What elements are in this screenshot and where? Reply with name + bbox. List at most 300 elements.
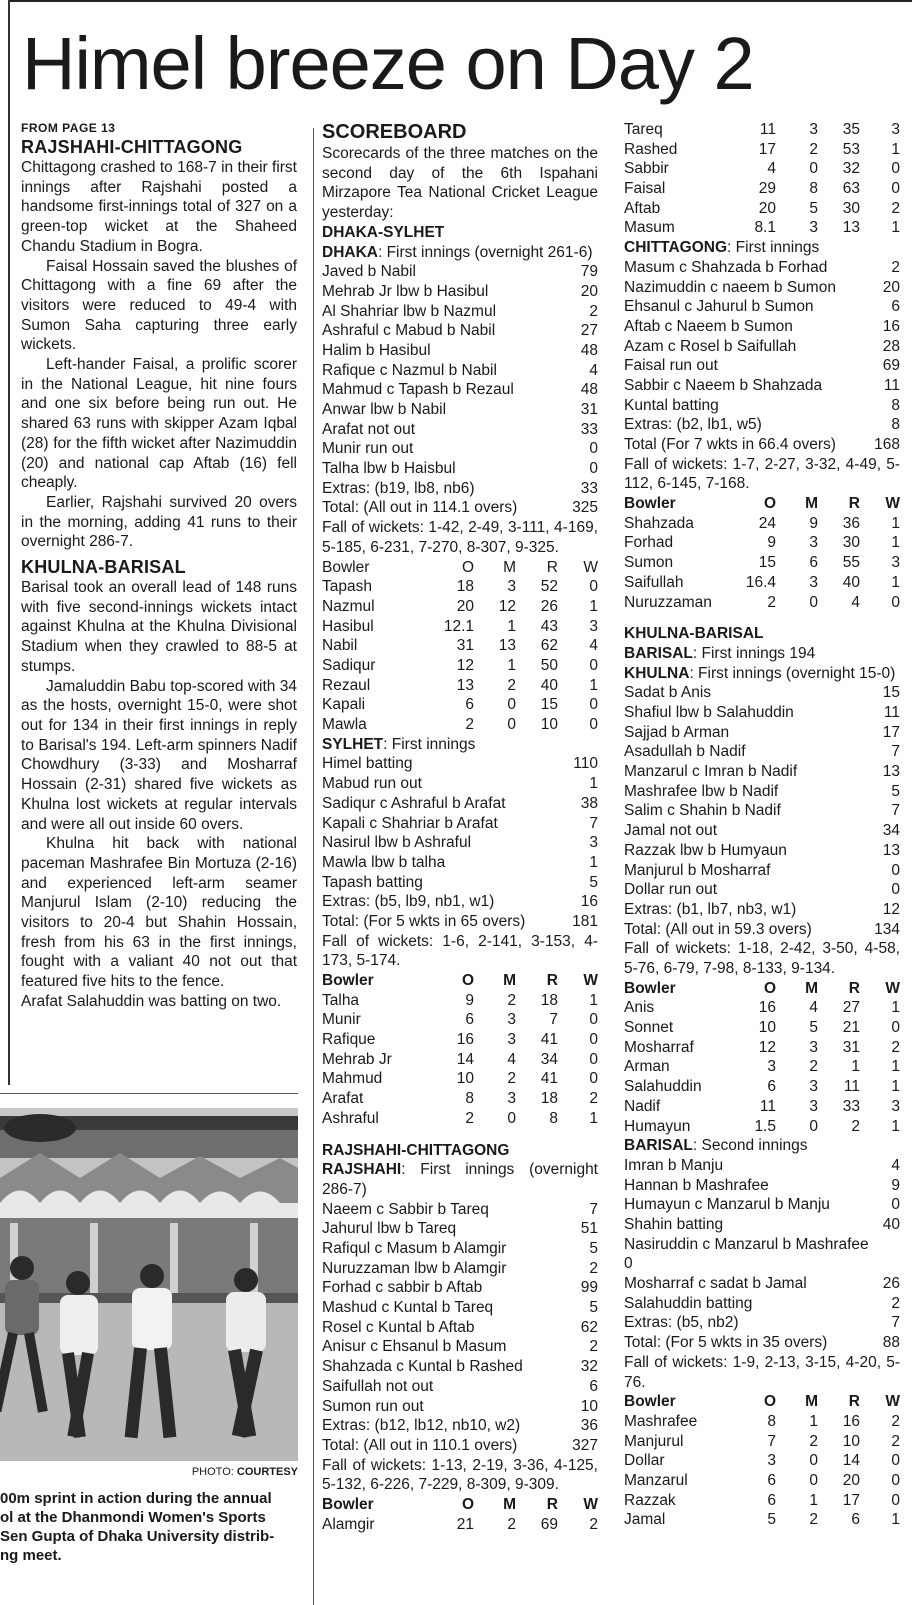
batter-name: Asadullah b Nadif (624, 743, 746, 761)
batting-row (322, 754, 598, 774)
batter-name: Tapash batting (322, 873, 423, 891)
bowling-header-row (322, 1495, 598, 1515)
bowling-row (624, 514, 900, 534)
batting-row (322, 439, 598, 459)
batter-name: Kuntal batting (624, 396, 719, 414)
batting-row (322, 1397, 598, 1417)
headline: Himel breeze on Day 2 (22, 22, 754, 105)
overs: 20 (456, 597, 474, 615)
wickets: 1 (891, 534, 900, 552)
bowler-name: Humayun (624, 1117, 691, 1135)
batting-row (322, 873, 598, 893)
fall-of-wickets: Fall of wickets: 1-7, 2-27, 3-32, 4-49, 5-112, 6-145, 7-168. (624, 455, 900, 493)
batter-runs: 69 (882, 357, 900, 375)
batter-runs: 48 (580, 341, 598, 359)
bowling-row (322, 695, 598, 715)
photo-credit-name: COURTESY (236, 1466, 298, 1478)
runs-conceded: 55 (842, 554, 860, 572)
wickets: 0 (891, 160, 900, 178)
batting-card (624, 1156, 900, 1235)
bowling-row (624, 1412, 900, 1432)
batting-row (624, 1215, 900, 1235)
bowling-row (322, 1010, 598, 1030)
batting-row (322, 1357, 598, 1377)
overs: 16.4 (745, 573, 776, 591)
maidens: 2 (809, 1058, 818, 1076)
batting-row (322, 420, 598, 440)
runs-conceded: 4 (851, 593, 860, 611)
overs: 11 (759, 121, 776, 138)
batter-name: Extras: (b19, lb8, nb6) (322, 479, 475, 497)
maidens: 6 (809, 554, 818, 572)
scoreboard-intro: Scorecards of the three matches on the second day of the 6th Ispahani Mirzapore Tea National Cricket League yesterday: (322, 145, 598, 222)
batter-runs: 34 (882, 822, 900, 840)
batter-runs: 7 (891, 743, 900, 761)
batter-runs: 51 (580, 1220, 598, 1238)
wickets: 3 (589, 617, 598, 635)
batter-name: Kapali c Shahriar b Arafat (322, 814, 498, 832)
bowler-name: Rezaul (322, 676, 371, 694)
runs-conceded: 27 (842, 999, 860, 1017)
batter-name: Masum c Shahzada b Forhad (624, 258, 828, 276)
batter-name: Humayun c Manzarul b Manju (624, 1196, 830, 1214)
batting-row (624, 742, 900, 762)
batter-name: Nasiruddin c Manzarul b Mashrafee (624, 1235, 869, 1253)
fall-of-wickets: Fall of wickets: 1-6, 2-141, 3-153, 4-173, 5-174. (322, 932, 598, 970)
overs: 5 (767, 1511, 776, 1529)
batter-name: Forhad c sabbir b Aftab (322, 1279, 483, 1297)
wickets: 2 (589, 1515, 598, 1533)
wickets: W (885, 495, 900, 513)
batter-name: Jahurul lbw b Tareq (322, 1220, 457, 1238)
runs-conceded: R (546, 558, 558, 576)
wickets: 2 (891, 1432, 900, 1450)
paragraph: Jamaluddin Babu top-scored with 34 as the hosts, overnight 15-0, were shot out for 134 in their first innings in reply to Barisal's 194. Left-arm spinners Nadif Chowdhury (3-33) and Mosharraf Hossain (2-31) shared five wickets as Khulna lost wickets at regular intervals and were all out inside 60 overs. (21, 677, 297, 833)
spacer (322, 1129, 598, 1141)
batter-name: Arafat not out (322, 420, 416, 438)
bowling-row (624, 1097, 900, 1117)
runs-conceded: 33 (842, 1097, 860, 1115)
batting-row (322, 262, 598, 282)
batting-row (322, 479, 598, 499)
batter-runs: 3 (589, 834, 598, 852)
wickets: 3 (891, 1097, 900, 1115)
batting-row (624, 900, 900, 920)
bowling-row (322, 577, 598, 597)
batting-row (624, 703, 900, 723)
bowling-row (624, 1018, 900, 1038)
batter-name: Rosel c Kuntal b Aftab (322, 1318, 475, 1336)
batter-name: Imran b Manju (624, 1156, 724, 1174)
bowler-name: Salahuddin (624, 1078, 702, 1096)
batting-row (624, 821, 900, 841)
batting-row (322, 833, 598, 853)
wickets: W (583, 972, 598, 990)
maidens: 1 (809, 1412, 818, 1430)
overs: 17 (758, 140, 776, 158)
maidens: 12 (498, 597, 516, 615)
overs: 14 (456, 1050, 474, 1068)
maidens: 3 (809, 219, 818, 237)
batter-runs: 0 (624, 1255, 633, 1273)
overs: 2 (767, 593, 776, 611)
kicker: FROM PAGE 13 (21, 121, 116, 135)
bowler-name: Nadif (624, 1097, 661, 1115)
bowler-name: Sabbir (624, 160, 669, 178)
wickets: 0 (891, 1019, 900, 1037)
team-name: KHULNA (624, 664, 690, 682)
batter-name: Shafiul lbw b Salahuddin (624, 704, 794, 722)
maidens: 1 (507, 657, 516, 674)
batter-name: Extras: (b5, nb2) (624, 1314, 739, 1332)
batter-name: Sumon run out (322, 1397, 424, 1415)
batting-row (322, 1318, 598, 1338)
batter-runs: 7 (589, 814, 598, 832)
bowler-name: Bowler (322, 558, 370, 576)
runs-conceded: 6 (851, 1511, 860, 1529)
batter-name: Azam c Rosel b Saifullah (624, 337, 797, 355)
innings-label: : First innings 194 (692, 644, 816, 662)
batting-row (322, 400, 598, 420)
maidens: 2 (809, 1511, 818, 1529)
batter-runs: 1 (589, 853, 598, 871)
batter-runs: 32 (580, 1358, 598, 1376)
bowling-row (624, 533, 900, 553)
wickets: 1 (891, 1058, 900, 1076)
bowling-row (322, 1030, 598, 1050)
innings-heading (624, 644, 900, 664)
wickets: 1 (589, 991, 598, 1009)
overs: 10 (456, 1070, 474, 1088)
batter-name: Mahmud c Tapash b Rezaul (322, 381, 514, 399)
sprint-photo (0, 1108, 298, 1461)
batter-runs: 2 (891, 1294, 900, 1312)
batter-runs: 16 (882, 317, 900, 335)
bowler-name: Bowler (624, 1393, 676, 1411)
maidens: 2 (809, 140, 818, 158)
batter-name: Total: (All out in 114.1 overs) (322, 499, 518, 517)
batter-runs: 28 (882, 337, 900, 355)
wickets: W (583, 558, 598, 576)
overs: 6 (767, 1471, 776, 1489)
bowler-name: Rashed (624, 140, 678, 158)
top-rule (8, 0, 912, 2)
maidens: 5 (809, 1019, 818, 1037)
batting-row (322, 321, 598, 341)
maidens: 3 (507, 1011, 516, 1029)
overs: 15 (758, 554, 776, 572)
bowler-name: Anis (624, 999, 655, 1017)
bowler-name: Sonnet (624, 1019, 674, 1037)
batter-name: Extras: (b2, lb1, w5) (624, 416, 762, 434)
bowling-row (624, 199, 900, 219)
wickets: 1 (589, 1109, 598, 1127)
wickets: 1 (589, 676, 598, 694)
overs: 16 (758, 999, 776, 1017)
paragraph: Faisal Hossain saved the blushes of Chittagong with a fine 69 after the visitors were reduced to 49-4 with Sumon Saha capturing three early wickets. (21, 257, 297, 354)
bowler-name: Mosharraf (624, 1038, 694, 1056)
overs: 12.1 (443, 617, 474, 635)
bowling-card (624, 120, 900, 238)
batting-row (322, 1200, 598, 1220)
batting-row (624, 337, 900, 357)
batter-runs: 31 (580, 401, 598, 419)
maidens: 1 (809, 1491, 818, 1509)
batting-row (322, 498, 598, 518)
wickets: 1 (589, 597, 598, 615)
batting-row (322, 380, 598, 400)
bowler-name: Nuruzzaman (624, 593, 712, 611)
batter-name: Total (For 7 wkts in 66.4 overs) (624, 436, 836, 454)
wickets: 0 (891, 1491, 900, 1509)
batter-runs: 10 (580, 1397, 598, 1415)
maidens: M (805, 979, 818, 997)
batting-card (624, 683, 900, 939)
bowling-row (624, 1117, 900, 1137)
batter-runs: 325 (572, 499, 598, 517)
batter-runs: 2 (589, 1338, 598, 1356)
fall-of-wickets: Fall of wickets: 1-18, 2-42, 3-50, 4-58, 5-76, 6-79, 7-98, 8-133, 9-134. (624, 940, 900, 977)
batter-runs: 5 (589, 873, 598, 891)
runs-conceded: 8 (549, 1109, 558, 1127)
bowling-header-row (624, 494, 900, 514)
maidens: 1 (507, 617, 516, 635)
batting-row (624, 258, 900, 278)
left-column-rule (8, 0, 10, 1085)
runs-conceded: R (848, 495, 860, 513)
batting-row (322, 459, 598, 479)
innings-heading (624, 238, 900, 258)
batter-name: Halim b Hasibul (322, 341, 431, 359)
caption-line: ng meet. (0, 1547, 62, 1564)
batting-row (322, 1219, 598, 1239)
overs: 9 (767, 534, 776, 552)
maidens: 8 (809, 180, 818, 198)
overs: 10 (758, 1019, 776, 1037)
team-name: SYLHET (322, 735, 384, 753)
overs: 2 (465, 1109, 474, 1127)
overs: O (763, 495, 776, 513)
batting-row (624, 1156, 900, 1176)
bowling-row (624, 573, 900, 593)
runs-conceded: R (546, 1496, 558, 1513)
batter-name: Sabbir c Naeem b Shahzada (624, 376, 823, 394)
wickets: 0 (589, 1070, 598, 1088)
batter-name: Jamal not out (624, 822, 718, 840)
bowler-name: Shahzada (624, 514, 694, 532)
bowling-row (624, 1077, 900, 1097)
batting-row (624, 317, 900, 337)
batting-row (624, 880, 900, 900)
bowling-row (322, 715, 598, 735)
wickets: 3 (891, 554, 900, 572)
runs-conceded: 11 (843, 1078, 860, 1096)
section-title-khulna-barisal: KHULNA-BARISAL (21, 557, 186, 578)
bowling-row (624, 159, 900, 179)
batter-runs: 181 (572, 912, 598, 930)
batting-card (322, 262, 598, 518)
photo-credit (180, 1465, 298, 1479)
batter-name: Al Shahriar lbw b Nazmul (322, 302, 497, 320)
batting-row (322, 1259, 598, 1279)
batting-row (624, 1313, 900, 1333)
wickets: W (885, 1393, 900, 1411)
bowler-name: Tareq (624, 121, 663, 138)
batter-name: Faisal run out (624, 357, 718, 375)
batting-row (322, 1337, 598, 1357)
batter-name: Nasirul lbw b Ashraful (322, 834, 472, 852)
maidens: 0 (809, 1452, 818, 1470)
bowler-name: Nazmul (322, 597, 375, 615)
batter-name: Extras: (b5, lb9, nb1, w1) (322, 893, 495, 911)
batter-name: Mehrab Jr lbw b Hasibul (322, 282, 489, 300)
scoreboard-title: SCOREBOARD (322, 121, 467, 143)
batter-runs: 88 (882, 1334, 900, 1352)
innings-label: : First innings (overnight 15-0) (689, 664, 896, 682)
runs-conceded: 20 (842, 1471, 860, 1489)
runs-conceded: 43 (540, 617, 558, 635)
wickets: 0 (589, 716, 598, 734)
photo-rule (0, 1093, 298, 1094)
batter-runs: 0 (589, 440, 598, 458)
bowling-header-row (624, 979, 900, 999)
batting-row (624, 1274, 900, 1294)
caption-line: ol at the Dhanmondi Women's Sports (0, 1509, 266, 1526)
runs-conceded: 40 (540, 676, 558, 694)
bowler-name: Tapash (322, 578, 372, 596)
bowling-row (322, 1069, 598, 1089)
runs-conceded: 53 (842, 140, 860, 158)
bowling-card (322, 558, 598, 735)
runs-conceded: 10 (842, 1432, 860, 1450)
batter-name: Saifullah not out (322, 1377, 434, 1395)
wickets: 1 (891, 514, 900, 532)
batter-runs: 7 (589, 1200, 598, 1218)
match-title-khulna-barisal: KHULNA-BARISAL (624, 625, 764, 643)
innings-label: : First innings (383, 735, 476, 753)
paragraph: Barisal took an overall lead of 148 runs with five second-innings wickets intact against Khulna at the Khulna Divisional Stadium when they crawled to 88-5 at stumps. (21, 579, 297, 675)
maidens: M (805, 1393, 818, 1411)
bowler-name: Saifullah (624, 573, 684, 591)
batter-runs: 11 (883, 704, 900, 722)
runs-conceded: 14 (842, 1452, 860, 1470)
batting-row (624, 723, 900, 743)
overs: 8.1 (754, 219, 776, 237)
spacer (624, 612, 900, 624)
overs: 6 (465, 696, 474, 714)
bowler-name: Jamal (624, 1511, 666, 1529)
innings-heading (322, 243, 598, 263)
batter-runs: 5 (589, 1299, 598, 1317)
runs-conceded: 18 (540, 1090, 558, 1108)
maidens: 3 (809, 1038, 818, 1056)
overs: 20 (758, 199, 776, 217)
maidens: 0 (809, 1117, 818, 1135)
batting-card (624, 1274, 900, 1353)
team-name: BARISAL (624, 1137, 693, 1155)
runs-conceded: 17 (842, 1491, 860, 1509)
bowling-row (624, 1491, 900, 1511)
overs: 16 (456, 1031, 474, 1049)
batting-row (624, 415, 900, 435)
overs: 2 (465, 716, 474, 734)
batting-row (322, 1377, 598, 1397)
runs-conceded: 40 (842, 573, 860, 591)
overs: 9 (465, 991, 474, 1009)
wickets: W (583, 1496, 598, 1513)
runs-conceded: 52 (540, 578, 558, 596)
batter-name: Total: (All out in 110.1 overs) (322, 1436, 518, 1454)
bowling-row (624, 553, 900, 573)
batter-runs: 16 (580, 893, 598, 911)
maidens: 0 (809, 160, 818, 178)
wickets: 3 (891, 121, 900, 138)
bowler-name: Bowler (624, 495, 676, 513)
batter-name: Dollar run out (624, 881, 718, 899)
batter-name: Shahzada c Kuntal b Rashed (322, 1358, 523, 1376)
batter-runs: 13 (882, 841, 900, 859)
batter-name: Rafique c Nazmul b Nabil (322, 361, 497, 379)
maidens: 0 (507, 1109, 516, 1127)
overs: 21 (456, 1515, 474, 1533)
bowler-name: Munir (322, 1011, 361, 1029)
batter-runs: 40 (882, 1215, 900, 1233)
maidens: 3 (809, 534, 818, 552)
batter-runs: 27 (580, 322, 598, 340)
overs: 12 (456, 657, 474, 674)
runs-conceded: 41 (540, 1070, 558, 1088)
bowler-name: Bowler (624, 979, 676, 997)
batter-name: Total: (All out in 59.3 overs) (624, 920, 812, 938)
runs-conceded: 13 (842, 219, 860, 237)
runs-conceded: 63 (842, 180, 860, 198)
batter-name: Salim c Shahin b Nadif (624, 802, 781, 820)
caption-line: 00m sprint in action during the annual (0, 1490, 272, 1507)
batter-runs: 26 (882, 1275, 900, 1293)
batter-runs: 4 (589, 361, 598, 379)
batter-runs: 5 (589, 1240, 598, 1258)
batter-runs: 2 (891, 258, 900, 276)
bowling-row (322, 1089, 598, 1109)
batting-row (624, 1294, 900, 1314)
bowler-name: Mehrab Jr (322, 1050, 392, 1068)
team-name: DHAKA (322, 243, 378, 261)
batter-runs: 8 (891, 396, 900, 414)
maidens: 0 (507, 696, 516, 714)
bowler-name: Arman (624, 1058, 670, 1076)
runs-conceded: 2 (851, 1117, 860, 1135)
batting-row (322, 794, 598, 814)
maidens: 2 (507, 991, 516, 1009)
runs-conceded: R (848, 979, 860, 997)
batter-name: Sadiqur c Ashraful b Arafat (322, 794, 506, 812)
batter-runs: 6 (589, 1377, 598, 1395)
bowling-row (322, 1515, 598, 1535)
batting-row (624, 396, 900, 416)
batter-name: Salahuddin batting (624, 1294, 753, 1312)
wickets: 0 (891, 1452, 900, 1470)
runs-conceded: 41 (540, 1031, 558, 1049)
batter-runs: 38 (580, 794, 598, 812)
maidens: 4 (507, 1050, 516, 1068)
overs: O (461, 972, 474, 990)
maidens: 3 (809, 1097, 818, 1115)
maidens: 5 (809, 199, 818, 217)
runs-conceded: 7 (549, 1011, 558, 1029)
batter-name: Extras: (b12, lb12, nb10, w2) (322, 1417, 521, 1435)
runs-conceded: 69 (540, 1515, 558, 1533)
batter-name: Anwar lbw b Nabil (322, 401, 447, 419)
